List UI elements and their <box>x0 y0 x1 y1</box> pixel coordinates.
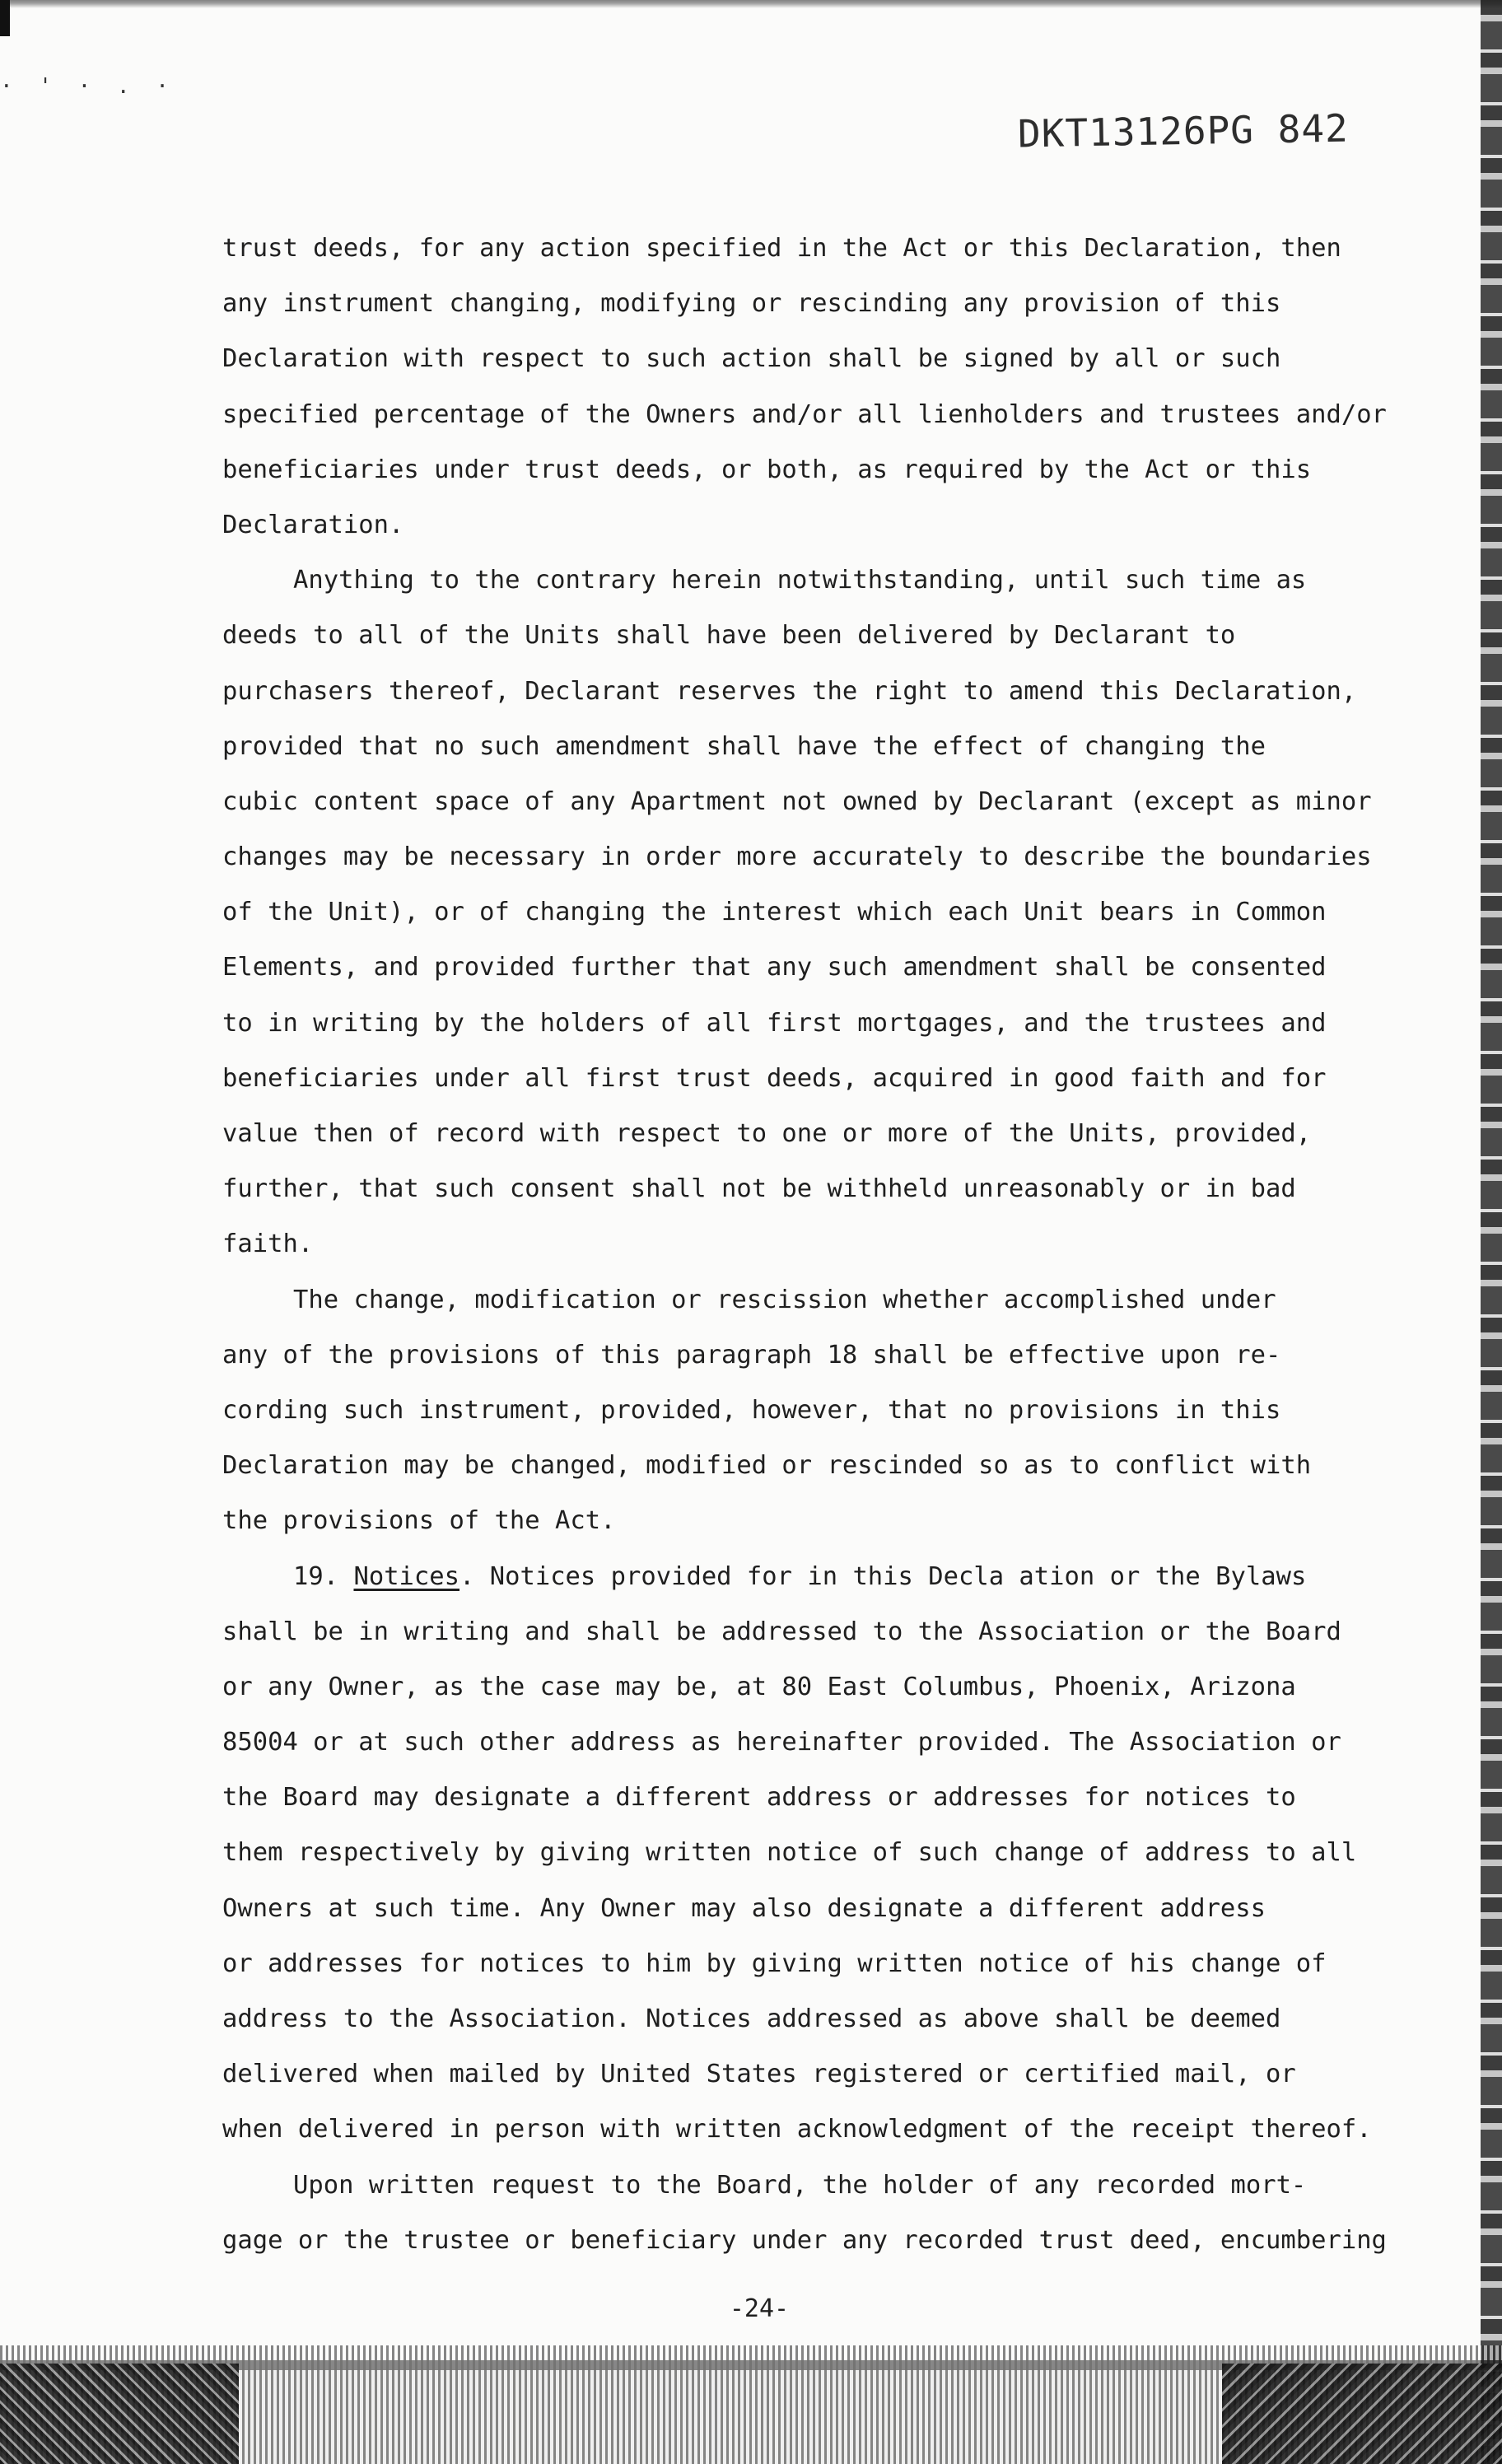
text-line: to in writing by the holders of all first mortgages, and the trustees and <box>222 1008 1327 1038</box>
text-line: any of the provisions of this paragraph 18 shall be effective upon re- <box>222 1340 1281 1370</box>
recording-stamp: DKT13126PG 842 <box>1017 105 1350 156</box>
text-line: Elements, and provided further that any such amendment shall be consented <box>222 953 1327 982</box>
section-number: 19. <box>293 1561 339 1591</box>
text-line: Declaration with respect to such action shall be signed by all or such <box>222 344 1281 374</box>
text-line: the provisions of the Act. <box>222 1506 616 1536</box>
text-line: Owners at such time. Any Owner may also designate a different address <box>222 1893 1266 1923</box>
text-line: deeds to all of the Units shall have been delivered by Declarant to <box>222 621 1236 651</box>
text-line: the Board may designate a different address or addresses for notices to <box>222 1783 1296 1813</box>
paragraph-start-line: Upon written request to the Board, the holder of any recorded mort- <box>293 2170 1307 2200</box>
text-line: Declaration may be changed, modified or rescinded so as to conflict with <box>222 1451 1312 1481</box>
scan-bottom-left-noise <box>0 2364 239 2464</box>
page-number: -24- <box>729 2294 790 2323</box>
text-line: shall be in writing and shall be addressed to the Association or the Board <box>222 1617 1341 1646</box>
section-heading-rest: . Notices provided for in this Decla ation or the Bylaws <box>459 1561 1307 1591</box>
paragraph-start-line: Anything to the contrary herein notwithstanding, until such time as <box>293 566 1307 595</box>
scan-corner-mark <box>0 0 10 36</box>
text-line: beneficiaries under trust deeds, or both, as required by the Act or this <box>222 455 1312 484</box>
text-line: beneficiaries under all first trust deeds, acquired in good faith and for <box>222 1063 1327 1093</box>
text-line: Declaration. <box>222 510 404 539</box>
scan-edge-top <box>0 0 1502 8</box>
section-heading-notices: Notices <box>353 1561 460 1591</box>
text-line: any instrument changing, modifying or rescinding any provision of this <box>222 289 1281 319</box>
text-line: purchasers thereof, Declarant reserves the right to amend this Declaration, <box>222 676 1357 706</box>
text-line: trust deeds, for any action specified in the Act or this Declaration, then <box>222 234 1341 263</box>
text-line: or addresses for notices to him by giving written notice of his change of <box>222 1948 1327 1978</box>
scan-specks: · ' · . · <box>0 74 175 99</box>
text-line: specified percentage of the Owners and/or all lienholders and trustees and/or <box>222 399 1387 429</box>
text-line: them respectively by giving written notice of such change of address to all <box>222 1838 1357 1868</box>
scan-bottom-right-noise <box>1222 2364 1502 2464</box>
text-line: delivered when mailed by United States registered or certified mail, or <box>222 2060 1296 2089</box>
text-line: changes may be necessary in order more accurately to describe the boundaries <box>222 842 1372 872</box>
text-line: of the Unit), or of changing the interest which each Unit bears in Common <box>222 898 1327 927</box>
text-line: provided that no such amendment shall have the effect of changing the <box>222 731 1266 761</box>
text-line: faith. <box>222 1230 314 1259</box>
document-body <box>222 221 1392 2268</box>
text-line: or any Owner, as the case may be, at 80 East Columbus, Phoenix, Arizona <box>222 1672 1296 1701</box>
text-line: value then of record with respect to one or more of the Units, provided, <box>222 1119 1312 1148</box>
text-line: gage or the trustee or beneficiary under any recorded trust deed, encumbering <box>222 2225 1387 2255</box>
text-line: when delivered in person with written acknowledgment of the receipt thereof. <box>222 2115 1372 2144</box>
section-19-heading-line <box>222 1549 1392 1604</box>
text-line: address to the Association. Notices addressed as above shall be deemed <box>222 2004 1281 2033</box>
text-line: cubic content space of any Apartment not owned by Declarant (except as minor <box>222 786 1372 816</box>
text-line: 85004 or at such other address as hereinafter provided. The Association or <box>222 1728 1341 1757</box>
scan-edge-right <box>1481 0 1502 2464</box>
text-line: further, that such consent shall not be withheld unreasonably or in bad <box>222 1174 1296 1204</box>
paragraph-start-line: The change, modification or rescission whether accomplished under <box>293 1285 1276 1314</box>
text-line: cording such instrument, provided, however, that no provisions in this <box>222 1395 1281 1425</box>
